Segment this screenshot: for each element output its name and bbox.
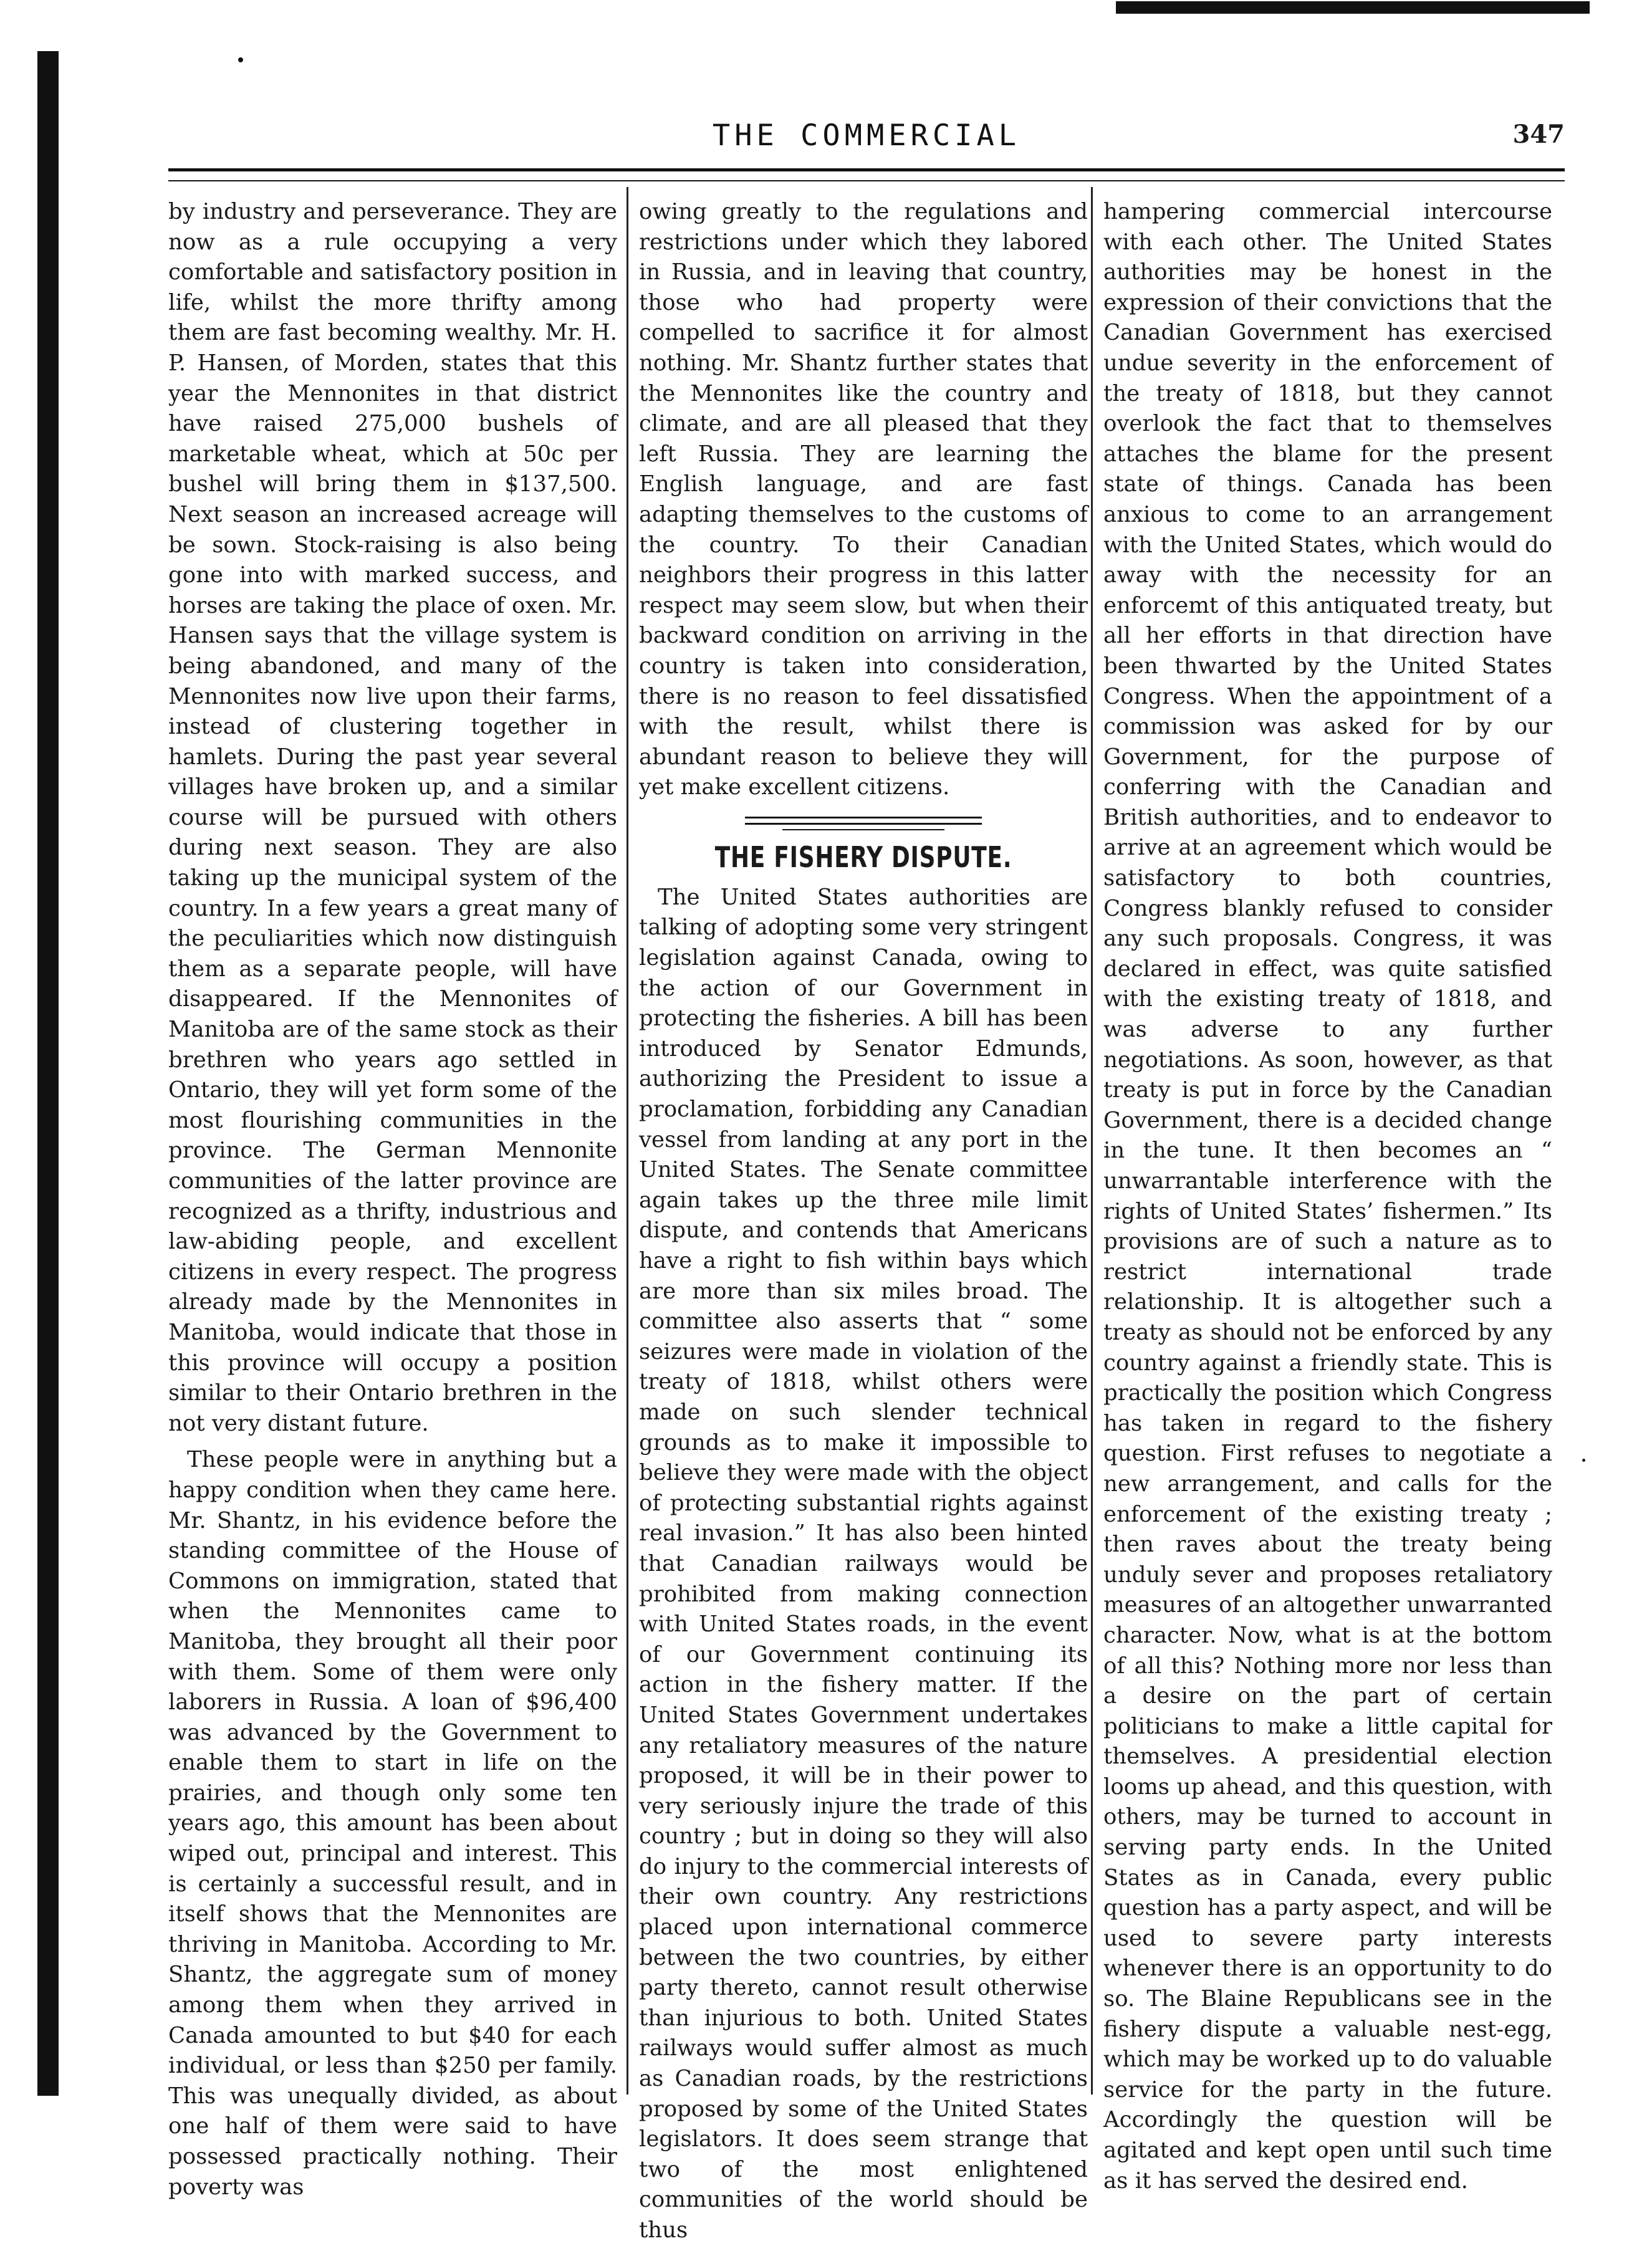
ink-speck bbox=[1582, 1459, 1585, 1462]
paragraph: by industry and perseverance. They are now as a rule occupying a very comfortable and satisfactory position in life, whilst the more thrifty among them are fast becoming wealthy. Mr. H. P. Hansen, of Morden, states that this year the Mennonites in that district have raised 275,000 bushels of marketable wheat, which at 50c per bushel will bring them in $137,500. Next season an increased acreage will be sown. Stock-raising is also being gone into with marked success, and horses are taking the place of oxen. Mr. Hansen says that the village system is being abandoned, and many of the Mennonites now live upon their farms, instead of clustering together in hamlets. During the past year several villages have broken up, and a similar course will be pursued with others during next season. They are also taking up the municipal system of the country. In a few years a great many of the peculiarities which now distinguish them as a separate people, will have disappeared. If the Mennonites of Manitoba are of the same stock as their brethren who years ago settled in Ontario, they will yet form some of the most flourishing communities in the province. The German Mennonite communities of the latter province are recognized as a thrifty, industrious and law-abiding people, and excellent citizens in every respect. The progress already made by the Mennonites in Manitoba, would indicate that those in this province will occupy a position similar to their Ontario brethren in the not very distant future. bbox=[168, 199, 617, 1436]
paragraph: The United States authorities are talking of adopting some very stringent legislation against Canada, owing to the action of our Government in protecting the fisheries. A bill has been introduced by Senator Edmunds, authorizing the President to issue a proclamation, forbidding any Canadian vessel from landing at any port in the United States. The Senate committee again takes up the three mile limit dispute, and contends that Americans have a right to fish within bays which are more than six miles broad. The committee also asserts that “ some seizures were made in violation of the treaty of 1818, whilst others were made on such slender technical grounds as to make it impossible to believe they were made with the object of protecting substantial rights against real invasion.” It has also been hinted that Canadian railways would be prohibited from making connection with United States roads, in the event of our Government continuing its action in the fishery matter. If the United States Government undertakes any retaliatory measures of the nature proposed, it will be in their power to very seriously injure the trade of this country ; but in doing so they will also do injury to the commercial interests of their own country. Any restrictions placed upon international commerce between the two countries, by either party thereto, cannot result otherwise than injurious to both. United States railways would suffer almost as much as Canadian roads, by the restrictions proposed by some of the United States legislators. It does seem strange that two of the most enlightened communities of the world should be thus bbox=[639, 884, 1088, 2243]
column-rule bbox=[1091, 187, 1093, 2095]
top-edge-rule bbox=[1116, 1, 1590, 14]
column-rule bbox=[627, 187, 628, 2095]
section-separator bbox=[745, 812, 982, 834]
ink-speck bbox=[238, 57, 243, 62]
article-headline: THE FISHERY DISPUTE. bbox=[714, 840, 1012, 874]
paragraph: owing greatly to the regulations and restrictions under which they labored in Russia, and in leaving that country, those who had property were compelled to sacrifice it for almost nothing. Mr. Shantz further states that the Mennonites like the country and climate, and are all pleased that they left Russia. They are learning the English language, and are fast adapting themselves to the customs of the country. To their Canadian neighbors their progress in this latter respect may seem slow, but when their backward condition on arriving in the country is taken into consideration, there is no reason to feel dissatisfied with the result, whilst there is abundant reason to believe they will yet make excellent citizens. bbox=[639, 199, 1088, 800]
column-1 bbox=[168, 197, 617, 2200]
paragraph: These people were in anything but a happy condition when they came here. Mr. Shantz, in his evidence before the standing committee of the House of Commons on immigration, stated that when the Mennonites came to Manitoba, they brought all their poor with them. Some of them were only laborers in Russia. A loan of $96,400 was advanced by the Government to enable them to start in life on the prairies, and though only some ten years ago, this amount has been about wiped out, principal and interest. This is certainly a successful result, and in itself shows that the Mennonites are thriving in Manitoba. According to Mr. Shantz, the aggregate sum of money among them when they arrived in Canada amounted to but $40 for each individual, or less than $250 per family. This was unequally divided, as about one half of them were said to have possessed practically nothing. Their poverty was bbox=[168, 1447, 617, 2200]
page-header bbox=[168, 112, 1565, 162]
running-title: THE COMMERCIAL bbox=[712, 118, 1021, 153]
page-binding-edge bbox=[37, 51, 59, 2096]
page-number: 347 bbox=[1512, 120, 1565, 149]
column-3 bbox=[1103, 197, 1552, 2194]
column-2 bbox=[639, 197, 1088, 2243]
paragraph: hampering commercial intercourse with each other. The United States authorities may be honest in the expression of their convictions that the Canadian Government has exercised undue severity in the enforcement of the treaty of 1818, but they cannot overlook the fact that to themselves attaches the blame for the present state of things. Canada has been anxious to come to an arrangement with the United States, which would do away with the necessity for an enforcemt of this antiquated treaty, but all her efforts in that direction have been thwarted by the United States Congress. When the appointment of a commission was asked for by our Government, for the purpose of conferring with the Canadian and British authorities, and to endeavor to arrive at an agreement which would be satisfactory to both countries, Congress blankly refused to consider any such proposals. Congress, it was declared in effect, was quite satisfied with the existing treaty of 1818, and was adverse to any further negotiations. As soon, however, as that treaty is put in force by the Canadian Government, there is a decided change in the tune. It then becomes an “ unwarrantable interference with the rights of United States’ fishermen.” Its provisions are of such a nature as to restrict international trade relationship. It is altogether such a treaty as should not be enforced by any country against a friendly state. This is practically the position which Congress has taken in regard to the fishery question. First refuses to negotiate a new arrangement, and calls for the enforcement of the existing treaty ; then raves about the treaty being unduly sever and proposes retaliatory measures of an altogether unwarranted character. Now, what is at the bottom of all this? Nothing more nor less than a desire on the part of certain politicians to make a little capital for themselves. A presidential election looms up ahead, and this question, with others, may be turned to account in serving party ends. In the United States as in Canada, every public question has a party aspect, and will be used to severe party interests whenever there is an opportunity to do so. The Blaine Republicans see in the fishery dispute a valuable nest-egg, which may be worked up to do valuable service for the party in the future. Accordingly the question will be agitated and kept open until such time as it has served the desired end. bbox=[1103, 199, 1552, 2194]
header-rule bbox=[168, 168, 1565, 181]
